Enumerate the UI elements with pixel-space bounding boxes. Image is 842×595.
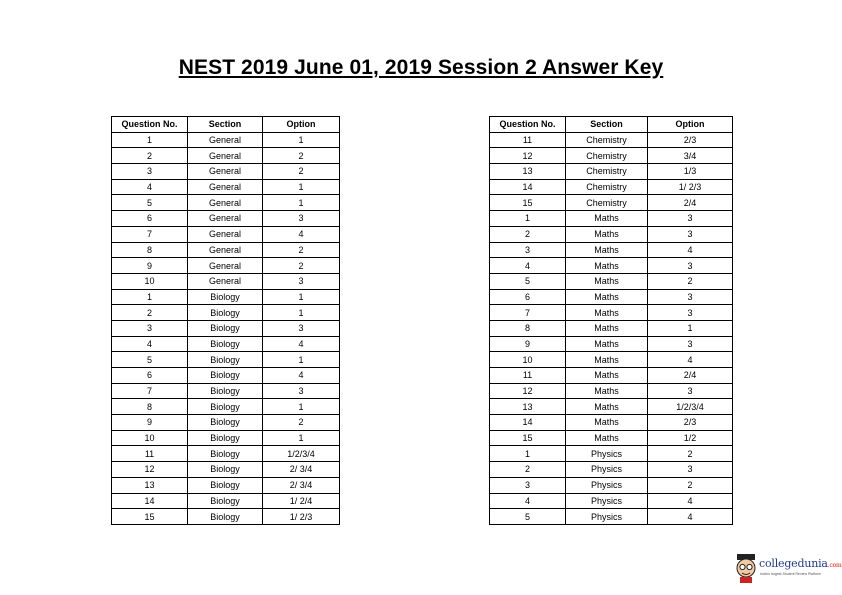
logo-tagline: India's largest Student Review Platform [760,572,821,576]
logo-name: collegedunia [759,557,828,570]
header-section: Section [566,117,648,133]
cell-section: General [188,195,263,211]
cell-section: Physics [566,493,648,509]
cell-section: Chemistry [566,195,648,211]
cell-question-no: 11 [490,368,566,384]
cell-option: 1/2/3/4 [648,399,733,415]
cell-option: 1 [263,195,340,211]
cell-question-no: 3 [112,320,188,336]
cell-option: 4 [263,226,340,242]
table-row [490,509,733,525]
cell-option: 1 [648,320,733,336]
table-row [490,320,733,336]
cell-question-no: 3 [490,477,566,493]
cell-section: Maths [566,320,648,336]
cell-section: Biology [188,399,263,415]
cell-section: Physics [566,446,648,462]
cell-question-no: 1 [490,211,566,227]
cell-option: 1/ 2/4 [263,493,340,509]
cell-option: 1/2 [648,430,733,446]
cell-question-no: 2 [112,148,188,164]
cell-section: Biology [188,462,263,478]
cell-section: Biology [188,509,263,525]
cell-option: 4 [263,368,340,384]
table-row [112,148,340,164]
cell-question-no: 15 [490,195,566,211]
cell-section: Maths [566,305,648,321]
cell-question-no: 8 [112,399,188,415]
cell-section: Biology [188,336,263,352]
header-option: Option [263,117,340,133]
cell-section: General [188,242,263,258]
table-row [490,336,733,352]
cell-option: 2 [648,477,733,493]
cell-question-no: 12 [490,383,566,399]
cell-question-no: 12 [112,462,188,478]
cell-section: Biology [188,368,263,384]
cell-question-no: 1 [112,132,188,148]
cell-option: 1 [263,352,340,368]
header-section: Section [188,117,263,133]
header-question-no: Question No. [112,117,188,133]
cell-section: Biology [188,430,263,446]
cell-section: Maths [566,399,648,415]
table-row [112,164,340,180]
cell-option: 1 [263,179,340,195]
cell-question-no: 9 [490,336,566,352]
cell-option: 3 [648,336,733,352]
table-row [112,226,340,242]
cell-question-no: 9 [112,415,188,431]
cell-question-no: 6 [112,368,188,384]
cell-option: 2 [263,242,340,258]
cell-question-no: 3 [112,164,188,180]
cell-question-no: 1 [490,446,566,462]
cell-option: 1 [263,132,340,148]
cell-question-no: 12 [490,148,566,164]
cell-option: 3/4 [648,148,733,164]
cell-option: 4 [648,509,733,525]
cell-option: 3 [263,320,340,336]
cell-option: 2 [263,148,340,164]
cell-section: Chemistry [566,179,648,195]
cell-section: Biology [188,352,263,368]
cell-section: Maths [566,226,648,242]
cell-question-no: 14 [490,415,566,431]
cell-question-no: 2 [490,462,566,478]
table-row [112,305,340,321]
table-row [490,148,733,164]
table-row [112,211,340,227]
cell-question-no: 11 [490,132,566,148]
table-row [490,368,733,384]
cell-option: 2/4 [648,368,733,384]
header-question-no: Question No. [490,117,566,133]
cell-section: Biology [188,305,263,321]
cell-option: 3 [648,226,733,242]
table-row [490,258,733,274]
cell-option: 3 [263,273,340,289]
cell-option: 3 [648,383,733,399]
table-row [112,258,340,274]
table-row [112,509,340,525]
cell-section: Maths [566,336,648,352]
table-row [490,132,733,148]
cell-section: Biology [188,493,263,509]
cell-question-no: 15 [490,430,566,446]
cell-question-no: 7 [112,226,188,242]
cell-question-no: 14 [490,179,566,195]
table-row [112,195,340,211]
table-row [490,399,733,415]
cell-section: Maths [566,258,648,274]
cell-option: 3 [263,383,340,399]
cell-question-no: 15 [112,509,188,525]
cell-option: 2 [263,415,340,431]
collegedunia-logo [734,553,842,583]
table-row [112,289,340,305]
cell-option: 4 [648,493,733,509]
answer-key-table-right [489,116,733,525]
table-row [112,446,340,462]
table-row [112,273,340,289]
cell-section: Biology [188,415,263,431]
cell-section: Biology [188,477,263,493]
cell-option: 3 [263,211,340,227]
table-row [112,368,340,384]
table-row [112,336,340,352]
cell-section: Physics [566,462,648,478]
cell-option: 4 [648,352,733,368]
table-row [112,320,340,336]
table-header-row [490,117,733,133]
table-row [112,477,340,493]
cell-option: 4 [648,242,733,258]
table-row [112,399,340,415]
cell-question-no: 6 [112,211,188,227]
table-row [490,289,733,305]
cell-question-no: 7 [490,305,566,321]
cell-option: 1/ 2/3 [648,179,733,195]
table-row [490,179,733,195]
cell-question-no: 13 [490,164,566,180]
cell-section: Physics [566,509,648,525]
cell-question-no: 7 [112,383,188,399]
cell-question-no: 5 [490,509,566,525]
cell-option: 1 [263,289,340,305]
cell-option: 1 [263,305,340,321]
cell-section: General [188,179,263,195]
table-row [112,430,340,446]
cell-question-no: 4 [112,336,188,352]
table-header-row [112,117,340,133]
cell-question-no: 5 [112,195,188,211]
cell-option: 3 [648,305,733,321]
table-row [112,179,340,195]
cell-question-no: 9 [112,258,188,274]
cell-option: 2/ 3/4 [263,462,340,478]
table-row [490,164,733,180]
cell-option: 1/ 2/3 [263,509,340,525]
cell-option: 1/3 [648,164,733,180]
page-title: NEST 2019 June 01, 2019 Session 2 Answer Key [178,56,664,79]
cell-section: Maths [566,383,648,399]
table-row [490,305,733,321]
logo-suffix: .com [827,562,842,569]
cell-question-no: 10 [490,352,566,368]
cell-question-no: 11 [112,446,188,462]
table-row [490,195,733,211]
cell-option: 3 [648,289,733,305]
cell-option: 2/3 [648,415,733,431]
table-row [490,242,733,258]
student-mascot-icon [734,553,758,583]
cell-question-no: 4 [490,493,566,509]
table-row [490,273,733,289]
table-row [490,477,733,493]
table-row [490,415,733,431]
cell-question-no: 2 [490,226,566,242]
cell-option: 3 [648,211,733,227]
cell-option: 2 [648,273,733,289]
cell-option: 2/3 [648,132,733,148]
table-row [112,462,340,478]
cell-question-no: 4 [112,179,188,195]
cell-option: 1 [263,399,340,415]
cell-option: 3 [648,258,733,274]
cell-section: General [188,211,263,227]
cell-option: 2 [648,446,733,462]
cell-section: General [188,132,263,148]
cell-option: 2/ 3/4 [263,477,340,493]
cell-question-no: 2 [112,305,188,321]
cell-section: Maths [566,242,648,258]
table-row [490,446,733,462]
cell-section: Physics [566,477,648,493]
cell-question-no: 3 [490,242,566,258]
table-row [490,226,733,242]
cell-section: General [188,226,263,242]
cell-section: Chemistry [566,148,648,164]
cell-section: Chemistry [566,132,648,148]
header-option: Option [648,117,733,133]
cell-question-no: 1 [112,289,188,305]
table-row [112,415,340,431]
cell-question-no: 13 [112,477,188,493]
cell-question-no: 4 [490,258,566,274]
table-row [490,352,733,368]
cell-question-no: 10 [112,430,188,446]
cell-section: Maths [566,430,648,446]
cell-section: Chemistry [566,164,648,180]
cell-section: Biology [188,320,263,336]
cell-section: Maths [566,289,648,305]
cell-question-no: 14 [112,493,188,509]
cell-question-no: 10 [112,273,188,289]
cell-section: General [188,164,263,180]
cell-question-no: 8 [490,320,566,336]
cell-question-no: 8 [112,242,188,258]
cell-option: 4 [263,336,340,352]
cell-section: Maths [566,415,648,431]
table-row [490,211,733,227]
cell-option: 2 [263,258,340,274]
cell-section: Maths [566,273,648,289]
cell-section: Maths [566,368,648,384]
cell-option: 1 [263,430,340,446]
cell-section: Biology [188,289,263,305]
cell-option: 3 [648,462,733,478]
cell-section: General [188,273,263,289]
table-row [490,430,733,446]
cell-question-no: 5 [112,352,188,368]
cell-option: 1/2/3/4 [263,446,340,462]
table-row [112,132,340,148]
cell-section: General [188,258,263,274]
cell-option: 2 [263,164,340,180]
cell-question-no: 5 [490,273,566,289]
cell-section: Biology [188,446,263,462]
table-row [490,462,733,478]
cell-question-no: 6 [490,289,566,305]
cell-section: Maths [566,352,648,368]
table-row [490,383,733,399]
cell-option: 2/4 [648,195,733,211]
table-row [112,383,340,399]
table-row [490,493,733,509]
table-row [112,493,340,509]
cell-section: General [188,148,263,164]
cell-section: Biology [188,383,263,399]
answer-key-table-left [111,116,340,525]
cell-section: Maths [566,211,648,227]
cell-question-no: 13 [490,399,566,415]
table-row [112,352,340,368]
table-row [112,242,340,258]
